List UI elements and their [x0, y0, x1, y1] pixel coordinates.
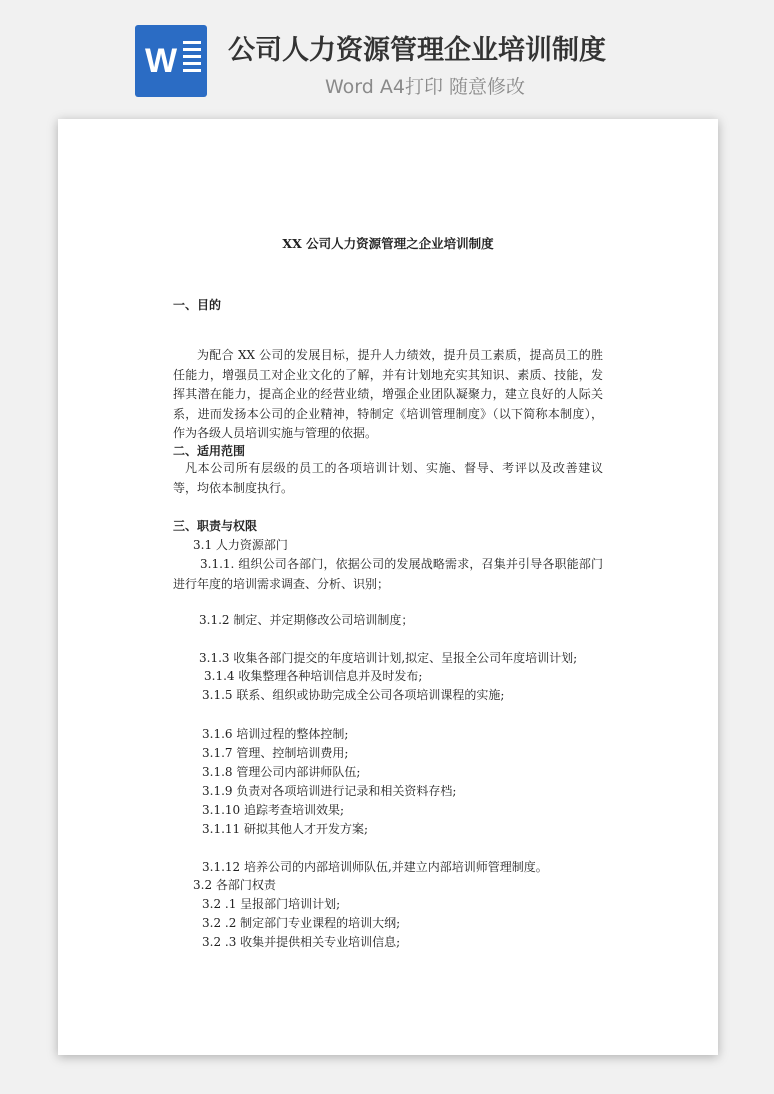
banner-subtitle: Word A4打印 随意修改 — [325, 76, 526, 98]
list-item: 3.1.7 管理、控制培训费用; — [202, 746, 349, 760]
subsection-heading: 3.1 人力资源部门 — [193, 538, 288, 552]
banner-title: 公司人力资源管理企业培训制度 — [228, 35, 606, 66]
section-heading: 二、适用范围 — [173, 444, 246, 458]
list-item: 3.1.9 负责对各项培训进行记录和相关资料存档; — [202, 784, 457, 798]
list-item: 3.1.4 收集整理各种培训信息并及时发布; — [204, 669, 423, 683]
list-item: 3.1.6 培训过程的整体控制; — [202, 727, 349, 741]
list-item: 3.2 .1 呈报部门培训计划; — [202, 897, 341, 911]
header-banner — [0, 0, 774, 118]
list-item: 3.2 .2 制定部门专业课程的培训大纲; — [202, 916, 401, 930]
subsection-heading: 3.2 各部门权责 — [193, 878, 276, 892]
list-item: 3.2 .3 收集并提供相关专业培训信息; — [202, 935, 401, 949]
list-item: 3.1.1. 组织公司各部门，依据公司的发展战略需求，召集并引导各职能部门进行年度的培训需求调查、分析、识别； — [173, 557, 603, 591]
list-item: 3.1.5 联系、组织或协助完成全公司各项培训课程的实施; — [202, 688, 505, 702]
list-item: 3.1.10 追踪考查培训效果; — [202, 803, 345, 817]
document-title: XX 公司人力资源管理之企业培训制度 — [282, 236, 494, 251]
section-heading: 一、目的 — [173, 298, 222, 312]
section-heading: 三、职责与权限 — [173, 519, 258, 533]
document-page — [58, 119, 718, 1055]
section-body: 为配合 XX 公司的发展目标，提升人力绩效，提升员工素质，提高员工的胜任能力，增强员工对企业文化的了解，并有计划地充实其知识、素质、技能，发挥其潜在能力，提高企业的经营业绩，增强企业团队凝聚力，建立良好的人际关系，进而发扬本公司的企业精神，特制定《培训管理制度》（以下简称本制度），作为各级人员培训实施与管理的依据。 — [173, 348, 603, 441]
section-body: 凡本公司所有层级的员工的各项培训计划、实施、督导、考评以及改善建议等，均依本制度执行。 — [173, 461, 603, 495]
word-icon: W — [135, 25, 207, 97]
list-item: 3.1.12 培养公司的内部培训师队伍,并建立内部培训师管理制度。 — [202, 860, 548, 874]
list-item: 3.1.3 收集各部门提交的年度培训计划,拟定、呈报全公司年度培训计划; — [199, 651, 578, 665]
list-item: 3.1.8 管理公司内部讲师队伍; — [202, 765, 361, 779]
list-item: 3.1.2 制定、并定期修改公司培训制度； — [199, 613, 414, 627]
list-item: 3.1.11 研拟其他人才开发方案; — [202, 822, 369, 836]
